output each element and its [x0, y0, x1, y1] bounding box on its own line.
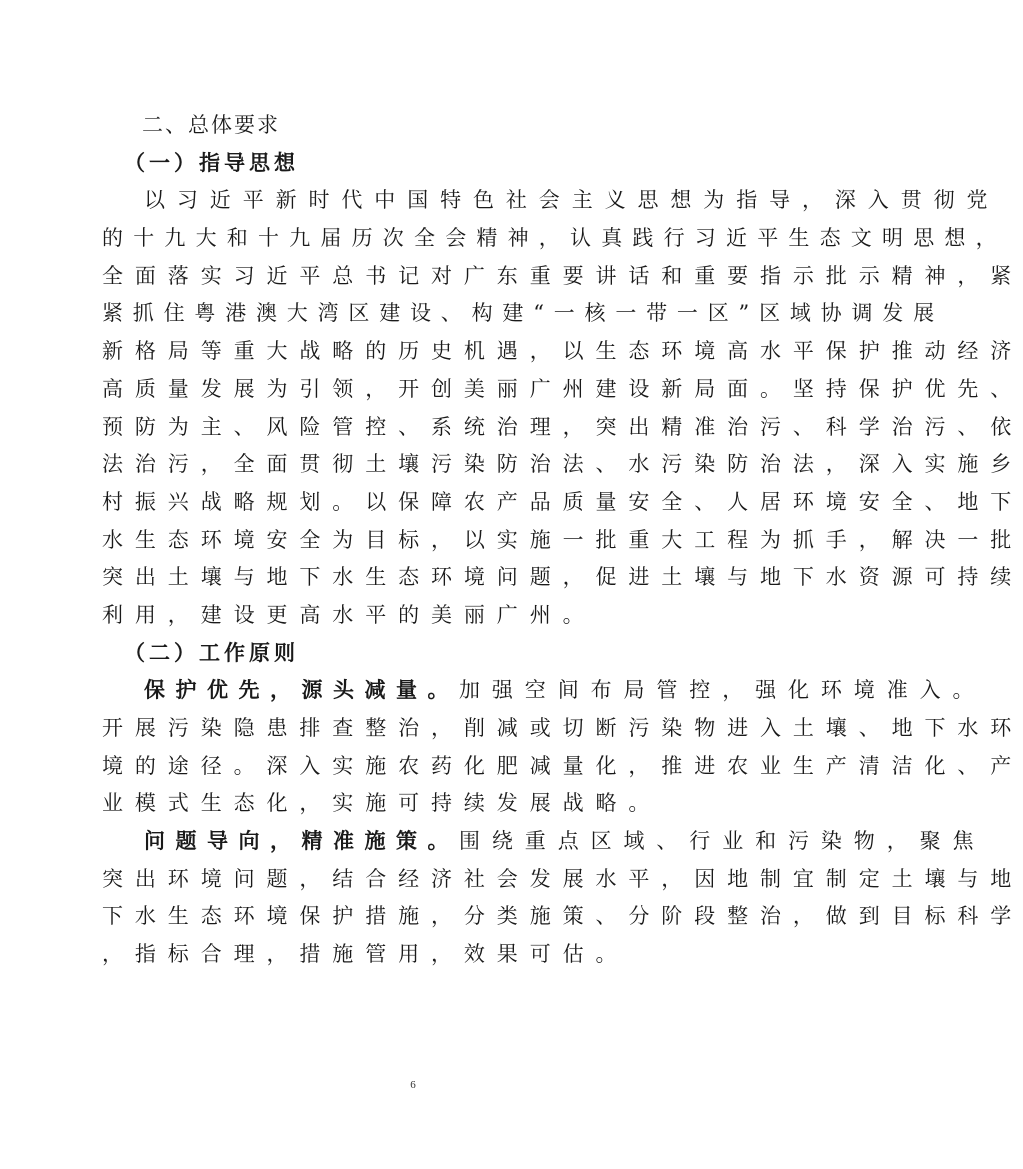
text-line: 突出环境问题，结合经济社会发展水平，因地制宜制定土壤与地	[102, 866, 1023, 891]
main-heading: 二、总体要求	[142, 113, 280, 137]
paragraph-guiding-ideology	[102, 182, 1023, 634]
text-line: 新格局等重大战略的历史机遇，以生态环境高水平保护推动经济	[102, 339, 1023, 364]
section-heading-guiding-ideology: （一）指导思想	[124, 150, 299, 175]
text-line: 利用，建设更高水平的美丽广州。	[102, 602, 596, 627]
principle-title: 保护优先，源头减量。	[144, 678, 459, 703]
text-line: 业模式生态化，实施可持续发展战略。	[102, 791, 662, 816]
text-line: ，指标合理，措施管用，效果可估。	[102, 942, 629, 967]
text-line: 村振兴战略规划。以保障农产品质量安全、人居环境安全、地下	[102, 489, 1023, 514]
document-page	[102, 107, 1023, 974]
text-line: 的十九大和十九届历次全会精神，认真践行习近平生态文明思想，	[102, 226, 1007, 251]
text-line: 全面落实习近平总书记对广东重要讲话和重要指示批示精神，紧	[102, 263, 1023, 288]
text-line: 紧抓住粤港澳大湾区建设、构建“一核一带一区”区域协调发展	[102, 301, 944, 326]
text-line: 法治污，全面贯彻土壤污染防治法、水污染防治法，深入实施乡	[102, 452, 1023, 477]
text-line: 下水生态环境保护措施，分类施策、分阶段整治，做到目标科学	[102, 904, 1023, 929]
principle-title: 问题导向，精准施策。	[144, 829, 459, 854]
text-line: 开展污染隐患排查整治，削减或切断污染物进入土壤、地下水环	[102, 716, 1023, 740]
text-span: 围绕重点区域、行业和污染物，聚焦	[459, 829, 986, 854]
text-line: 突出土壤与地下水生态环境问题，促进土壤与地下水资源可持续	[102, 565, 1023, 590]
text-span: 加强空间布局管控，强化环境准入。	[459, 678, 986, 703]
text-line	[102, 672, 986, 710]
text-line: 以习近平新时代中国特色社会主义思想为指导，深入贯彻党	[144, 188, 1000, 213]
paragraph-principle-problem-oriented	[102, 823, 1023, 974]
text-line: 水生态环境安全为目标，以实施一批重大工程为抓手，解决一批	[102, 527, 1023, 552]
page-number: 6	[410, 1079, 416, 1091]
section-heading-work-principles: （二）工作原则	[124, 640, 299, 665]
text-line	[102, 823, 986, 861]
text-line: 境的途径。深入实施农药化肥减量化，推进农业生产清洁化、产	[102, 753, 1023, 778]
paragraph-principle-protection	[102, 672, 1023, 823]
text-line: 高质量发展为引领，开创美丽广州建设新局面。坚持保护优先、	[102, 376, 1023, 401]
text-line: 预防为主、风险管控、系统治理，突出精准治污、科学治污、依	[102, 414, 1023, 439]
